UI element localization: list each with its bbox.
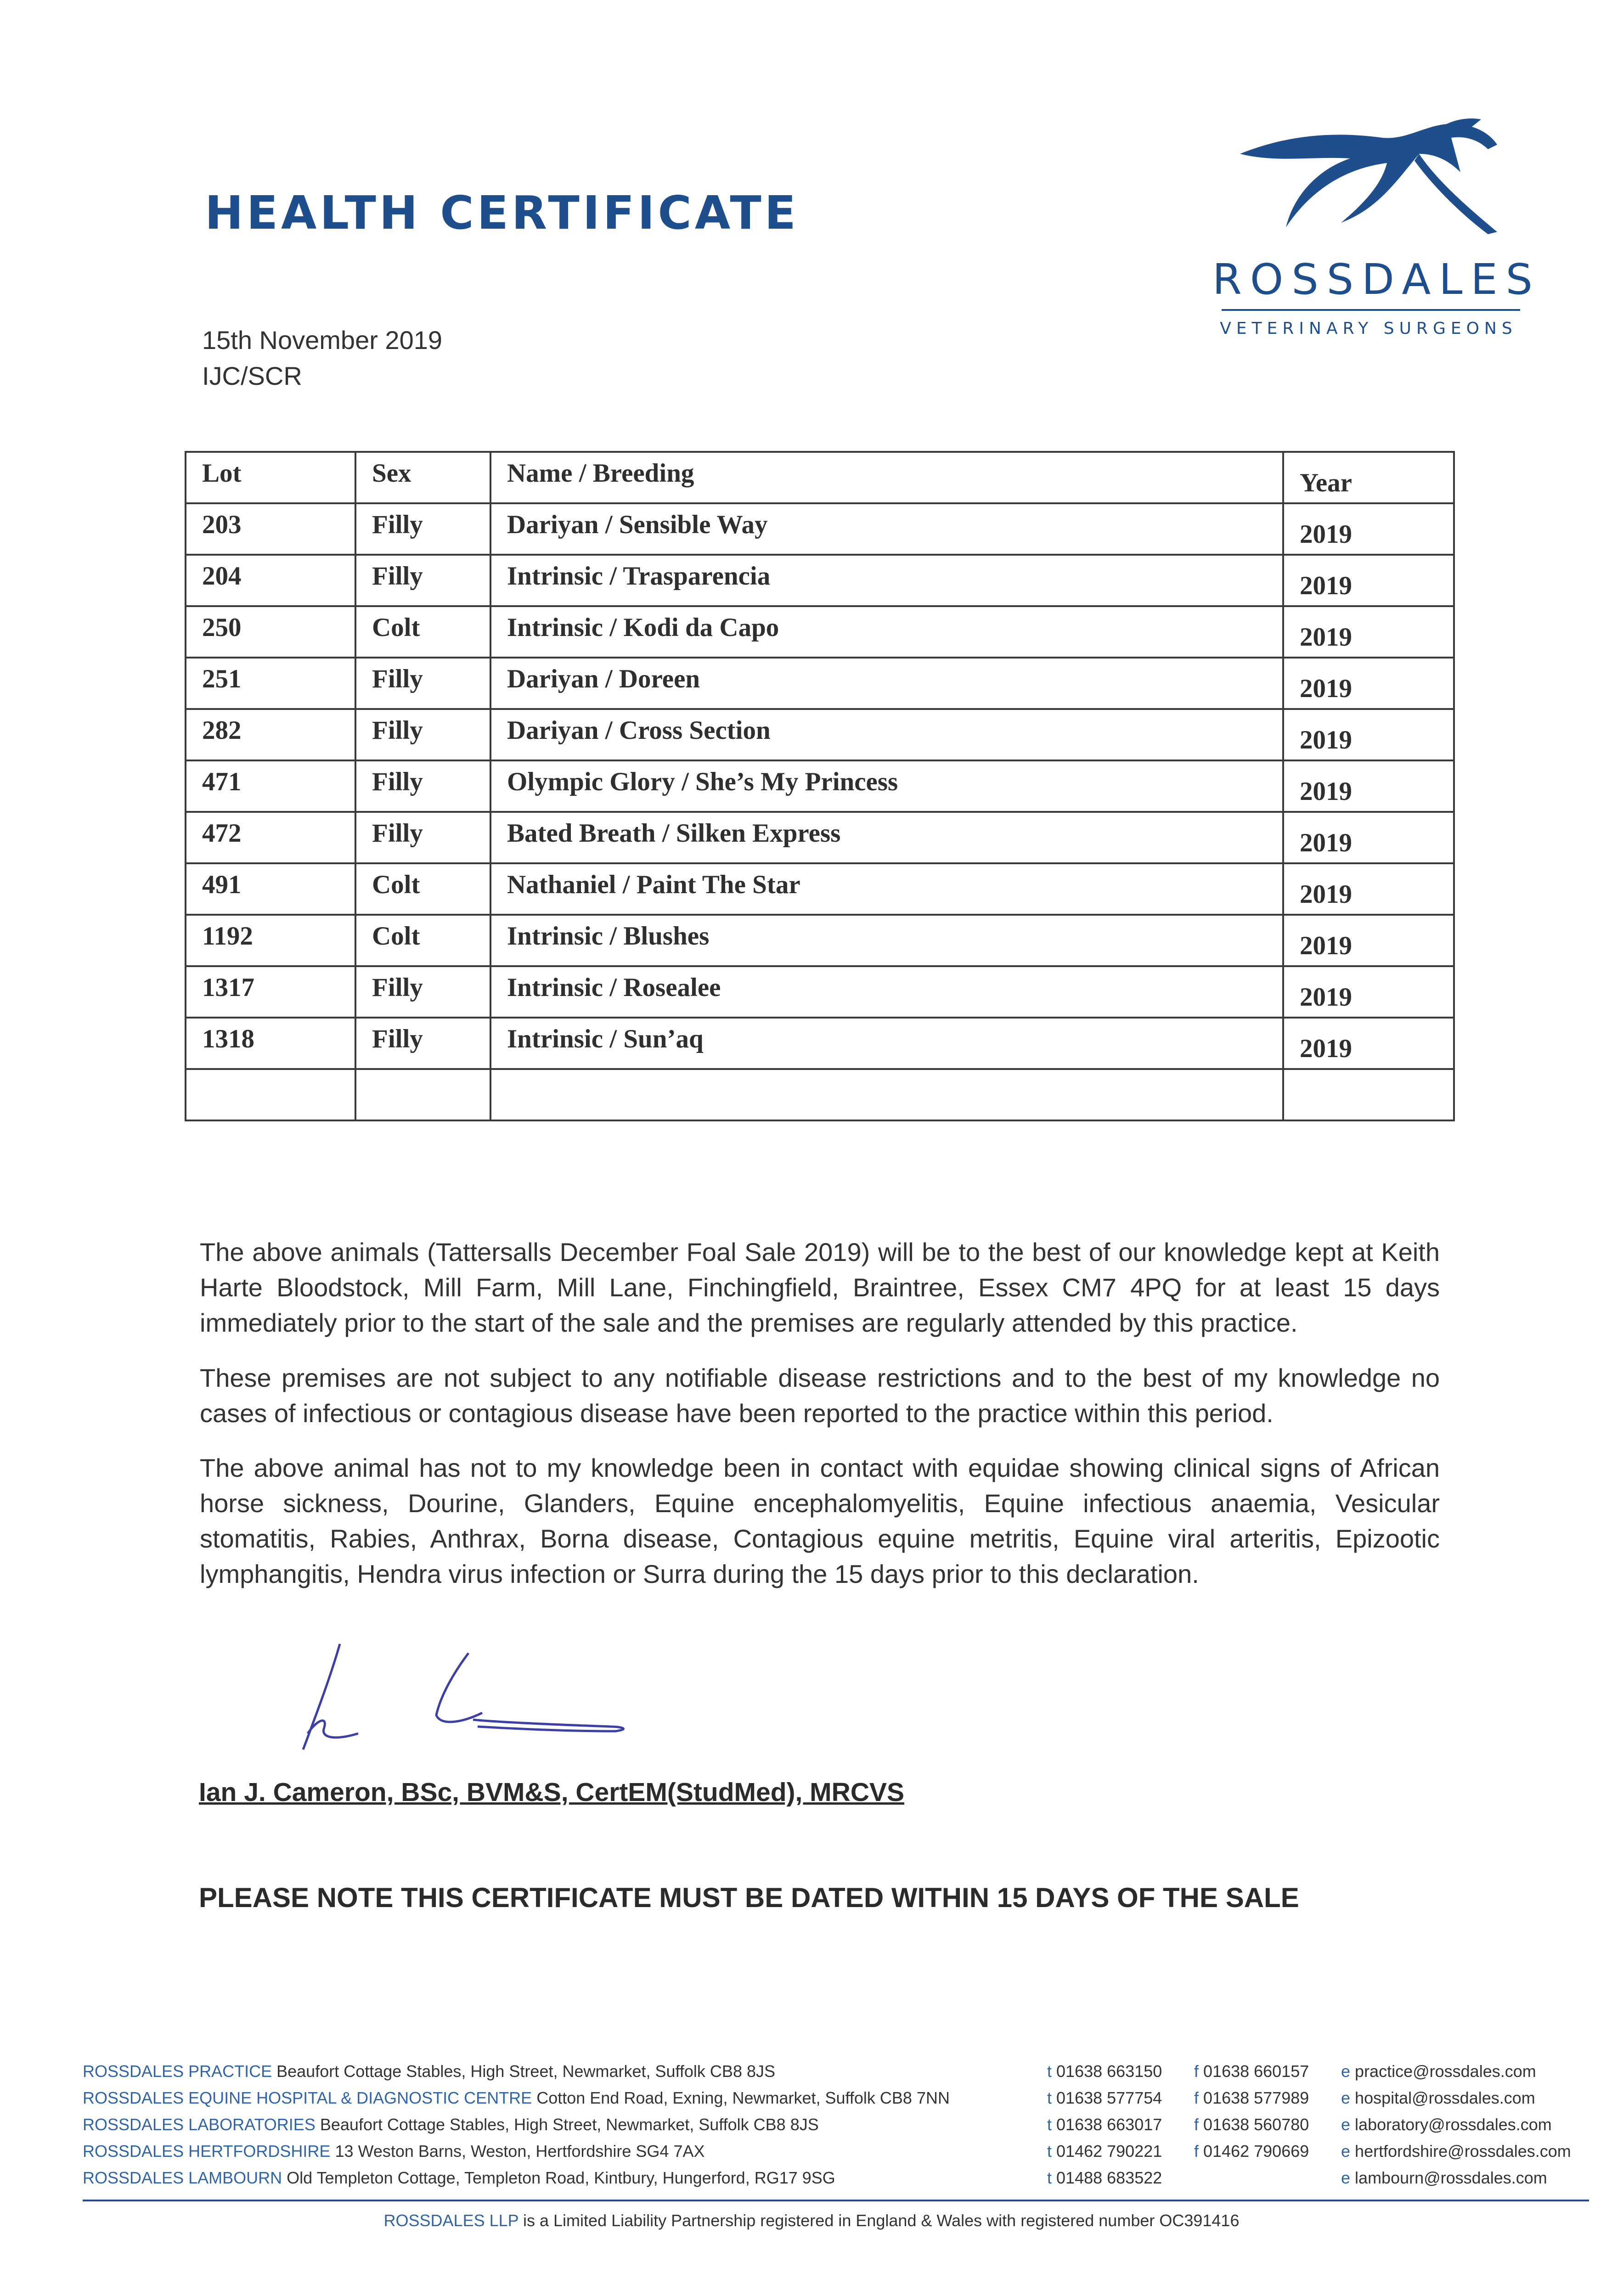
header-year: Year	[1283, 452, 1454, 503]
year-cell	[1283, 1069, 1454, 1120]
footer-address: Cotton End Road, Exning, Newmarket, Suffolk CB8 7NN	[536, 2088, 950, 2107]
footer-phone-label: t	[1047, 2115, 1052, 2134]
footer-email-value: hospital@rossdales.com	[1355, 2088, 1535, 2107]
table-row	[186, 606, 1454, 658]
table-row	[186, 760, 1454, 812]
footer-divider	[83, 2200, 1589, 2201]
footer-org-name: ROSSDALES EQUINE HOSPITAL & DIAGNOSTIC CENTRE	[83, 2088, 532, 2107]
footer-email	[1341, 2062, 1536, 2081]
footer-fax-value: 01638 660157	[1203, 2062, 1309, 2081]
footer-contact-row	[83, 2088, 1580, 2115]
logo-divider	[1222, 309, 1520, 311]
header-lot: Lot	[186, 452, 355, 503]
name-breeding-cell: Nathaniel / Paint The Star	[490, 863, 1283, 915]
footer-phone-value: 01488 683522	[1056, 2168, 1162, 2187]
footer-contact-row	[83, 2062, 1580, 2088]
footer-email	[1341, 2088, 1535, 2108]
footer-email-value: practice@rossdales.com	[1355, 2062, 1536, 2081]
table-row	[186, 812, 1454, 863]
certificate-title: HEALTH CERTIFICATE	[205, 186, 799, 240]
year-cell: 2019	[1283, 1018, 1454, 1069]
lot-cell	[186, 1069, 355, 1120]
footer-fax-value: 01638 560780	[1203, 2115, 1309, 2134]
name-breeding-cell: Dariyan / Sensible Way	[490, 503, 1283, 555]
footer-phone-value: 01638 663017	[1056, 2115, 1162, 2134]
sex-cell: Colt	[355, 915, 490, 966]
paragraph-premises-status: These premises are not subject to any notifiable disease restrictions and to the best of my knowledge no cases of infectious or contagious disease have been reported to the practice within this period.	[200, 1363, 1440, 1428]
footer-fax	[1194, 2088, 1309, 2108]
sex-cell: Filly	[355, 760, 490, 812]
sex-cell: Filly	[355, 555, 490, 606]
table-row	[186, 915, 1454, 966]
lot-cell: 471	[186, 760, 355, 812]
footer-address: Old Templeton Cottage, Templeton Road, Kintbury, Hungerford, RG17 9SG	[287, 2168, 835, 2187]
footer-email	[1341, 2168, 1547, 2188]
footer-email-value: laboratory@rossdales.com	[1355, 2115, 1552, 2134]
footer-phone-label: t	[1047, 2088, 1052, 2107]
sex-cell: Filly	[355, 709, 490, 760]
footer-fax-value: 01462 790669	[1203, 2142, 1309, 2161]
year-cell: 2019	[1283, 555, 1454, 606]
table-row	[186, 658, 1454, 709]
footer-address: 13 Weston Barns, Weston, Hertfordshire SG4 7AX	[335, 2142, 705, 2161]
footer-org-name: ROSSDALES LABORATORIES	[83, 2115, 316, 2134]
sex-cell: Filly	[355, 812, 490, 863]
certificate-date: 15th November 2019	[202, 326, 443, 355]
lot-cell: 1192	[186, 915, 355, 966]
footer-email-label: e	[1341, 2088, 1351, 2107]
footer-fax-value: 01638 577989	[1203, 2088, 1309, 2107]
name-breeding-cell: Bated Breath / Silken Express	[490, 812, 1283, 863]
footer-fax	[1194, 2115, 1309, 2134]
footer-phone	[1047, 2142, 1162, 2161]
year-cell: 2019	[1283, 709, 1454, 760]
paragraph-sale-location: The above animals (Tattersalls December Foal Sale 2019) will be to the best of our knowledge kept at Keith Harte Bloodstock, Mill Farm, Mill Lane, Finchingfield, Braintree, Essex CM7 4PQ for at least 15 days immediately prior to the start of the sale and the premises are regularly attended by this practice.	[200, 1238, 1440, 1337]
sex-cell: Filly	[355, 1018, 490, 1069]
footer-phone	[1047, 2062, 1162, 2081]
footer-contact-row	[83, 2115, 1580, 2142]
lot-cell: 250	[186, 606, 355, 658]
table-row	[186, 863, 1454, 915]
header-name-breeding: Name / Breeding	[490, 452, 1283, 503]
footer-phone-value: 01638 663150	[1056, 2062, 1162, 2081]
sex-cell: Filly	[355, 966, 490, 1018]
footer-fax-label: f	[1194, 2088, 1199, 2107]
footer-address: Beaufort Cottage Stables, High Street, Newmarket, Suffolk CB8 8JS	[276, 2062, 775, 2081]
lot-cell: 472	[186, 812, 355, 863]
footer-fax-label: f	[1194, 2115, 1199, 2134]
footer-fax	[1194, 2062, 1309, 2081]
rossdales-logo	[1212, 117, 1541, 347]
footer-phone-value: 01638 577754	[1056, 2088, 1162, 2107]
footer-phone-label: t	[1047, 2168, 1052, 2187]
lot-cell: 1318	[186, 1018, 355, 1069]
lot-cell: 251	[186, 658, 355, 709]
lot-cell: 204	[186, 555, 355, 606]
name-breeding-cell: Dariyan / Doreen	[490, 658, 1283, 709]
lot-cell: 282	[186, 709, 355, 760]
lots-table	[185, 451, 1455, 1121]
dating-notice: PLEASE NOTE THIS CERTIFICATE MUST BE DATED WITHIN 15 DAYS OF THE SALE	[199, 1882, 1299, 1913]
year-cell: 2019	[1283, 606, 1454, 658]
sex-cell: Colt	[355, 606, 490, 658]
paragraph-disease-declaration: The above animal has not to my knowledge been in contact with equidae showing clinical signs of African horse sickness, Dourine, Glanders, Equine encephalomyelitis, Equine infectious anaemia, Vesicular stomatitis, Rabies, Anthrax, Borna disease, Contagious equine metritis, Equine viral arteritis, Epizootic lymphangitis, Hendra virus infection or Surra during the 15 days prior to this declaration.	[200, 1453, 1440, 1588]
galloping-horse-icon	[1231, 117, 1506, 255]
lot-cell: 203	[186, 503, 355, 555]
signer-name: Ian J. Cameron, BSc, BVM&S, CertEM(StudMed), MRCVS	[199, 1778, 905, 1807]
sex-cell: Filly	[355, 658, 490, 709]
footer-email-label: e	[1341, 2115, 1351, 2134]
llp-registration	[0, 2211, 1623, 2230]
table-row	[186, 555, 1454, 606]
year-cell: 2019	[1283, 863, 1454, 915]
table-header-row	[186, 452, 1454, 503]
footer-org-name: ROSSDALES HERTFORDSHIRE	[83, 2142, 331, 2161]
year-cell: 2019	[1283, 503, 1454, 555]
sex-cell: Colt	[355, 863, 490, 915]
name-breeding-cell: Olympic Glory / She’s My Princess	[490, 760, 1283, 812]
footer-email	[1341, 2115, 1552, 2134]
name-breeding-cell	[490, 1069, 1283, 1120]
footer-fax-label: f	[1194, 2142, 1199, 2161]
reference-code: IJC/SCR	[202, 361, 302, 390]
name-breeding-cell: Dariyan / Cross Section	[490, 709, 1283, 760]
sex-cell: Filly	[355, 503, 490, 555]
footer-email-label: e	[1341, 2062, 1351, 2081]
logo-subtitle: VETERINARY SURGEONS	[1220, 319, 1517, 338]
footer-contacts	[83, 2062, 1580, 2195]
logo-name: ROSSDALES	[1212, 255, 1541, 304]
table-row	[186, 1018, 1454, 1069]
footer-phone-value: 01462 790221	[1056, 2142, 1162, 2161]
table-row	[186, 503, 1454, 555]
footer-address: Beaufort Cottage Stables, High Street, Newmarket, Suffolk CB8 8JS	[320, 2115, 819, 2134]
lot-cell: 1317	[186, 966, 355, 1018]
footer-org-name: ROSSDALES PRACTICE	[83, 2062, 272, 2081]
lot-cell: 491	[186, 863, 355, 915]
table-row	[186, 709, 1454, 760]
footer-fax-label: f	[1194, 2062, 1199, 2081]
table-row	[186, 1069, 1454, 1120]
footer-email-label: e	[1341, 2168, 1351, 2187]
footer-contact-row	[83, 2142, 1580, 2168]
name-breeding-cell: Intrinsic / Blushes	[490, 915, 1283, 966]
footer-email-label: e	[1341, 2142, 1351, 2161]
name-breeding-cell: Intrinsic / Kodi da Capo	[490, 606, 1283, 658]
name-breeding-cell: Intrinsic / Rosealee	[490, 966, 1283, 1018]
footer-org-name: ROSSDALES LAMBOURN	[83, 2168, 282, 2187]
footer-fax	[1194, 2142, 1309, 2161]
year-cell: 2019	[1283, 966, 1454, 1018]
llp-name: ROSSDALES LLP	[383, 2211, 518, 2230]
footer-phone	[1047, 2088, 1162, 2108]
year-cell: 2019	[1283, 915, 1454, 966]
header-sex: Sex	[355, 452, 490, 503]
year-cell: 2019	[1283, 760, 1454, 812]
footer-phone	[1047, 2115, 1162, 2134]
table-row	[186, 966, 1454, 1018]
footer-email-value: hertfordshire@rossdales.com	[1355, 2142, 1571, 2161]
footer-contact-row	[83, 2168, 1580, 2195]
footer-email	[1341, 2142, 1571, 2161]
footer-phone-label: t	[1047, 2062, 1052, 2081]
footer-phone	[1047, 2168, 1162, 2188]
sex-cell	[355, 1069, 490, 1120]
footer-phone-label: t	[1047, 2142, 1052, 2161]
handwritten-signature	[289, 1635, 749, 1773]
footer-email-value: lambourn@rossdales.com	[1355, 2168, 1547, 2187]
name-breeding-cell: Intrinsic / Sun’aq	[490, 1018, 1283, 1069]
year-cell: 2019	[1283, 812, 1454, 863]
year-cell: 2019	[1283, 658, 1454, 709]
llp-text: is a Limited Liability Partnership registered in England & Wales with registered number OC391416	[523, 2211, 1240, 2230]
name-breeding-cell: Intrinsic / Trasparencia	[490, 555, 1283, 606]
